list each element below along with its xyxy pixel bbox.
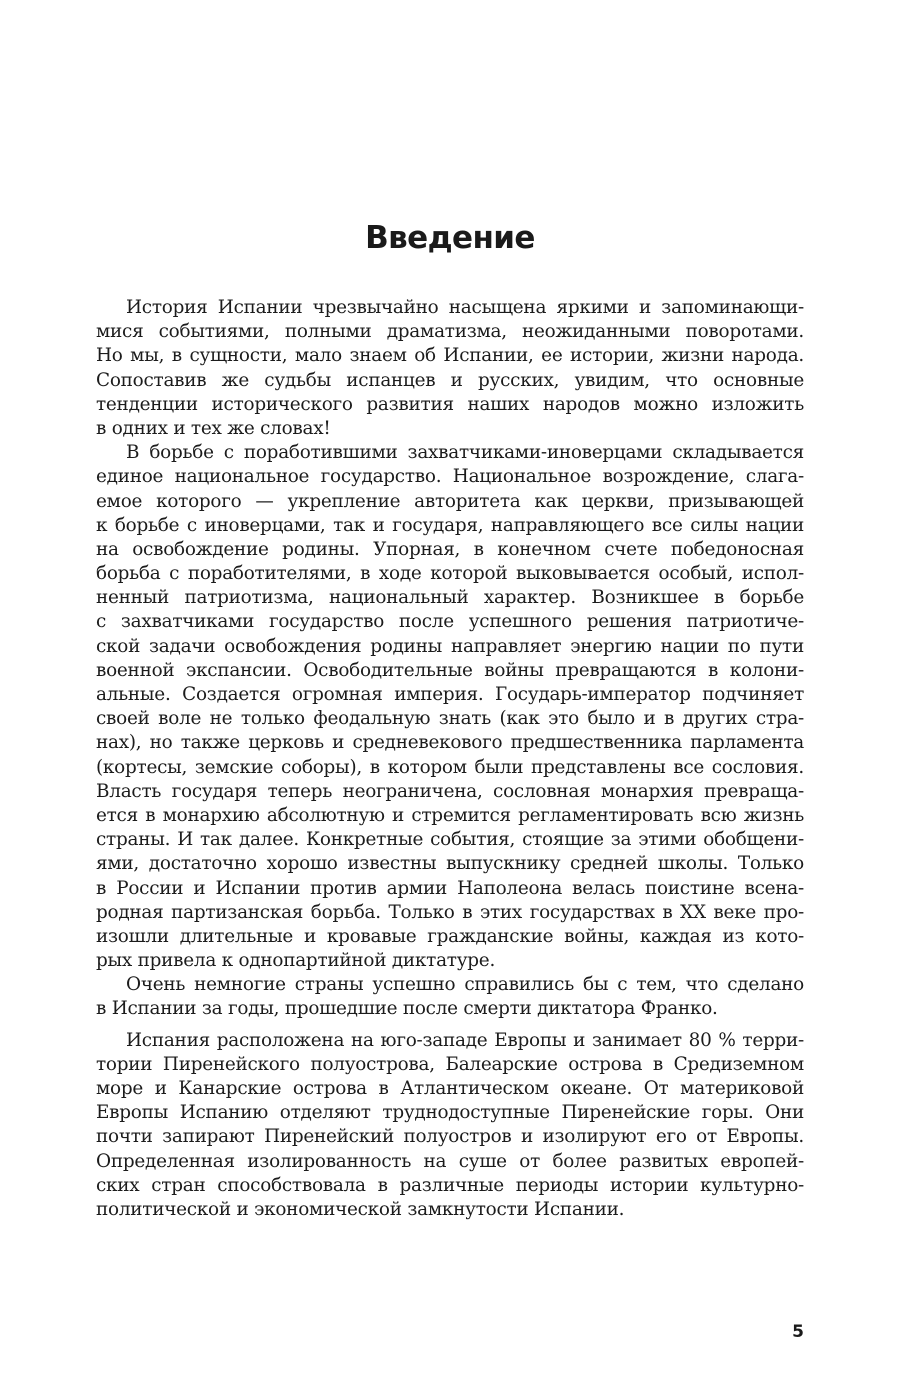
text-line: ями, достаточно хорошо известны выпускнику средней школы. Только xyxy=(96,853,804,875)
text-line: в Испании за годы, прошедшие после смерти диктатора Франко. xyxy=(96,998,718,1020)
text-line: ской задачи освобождения родины направляет энергию нации по пути xyxy=(96,635,804,657)
text-line: Европы Испанию отделяют труднодоступные Пиренейские горы. Они xyxy=(96,1102,804,1124)
text-line: к борьбе с иноверцами, так и государя, направляющего все силы нации xyxy=(96,514,804,536)
text-line: в одних и тех же словах! xyxy=(96,417,331,439)
text-line: на освобождение родины. Упорная, в конечном счете победоносная xyxy=(96,538,804,560)
text-line: тенденции исторического развития наших народов можно изложить xyxy=(96,393,804,415)
text-line: мися событиями, полными драматизма, неожиданными поворотами. xyxy=(96,321,804,343)
paragraph xyxy=(96,973,804,1021)
text-line: ских стран способствовала в различные периоды истории культурно- xyxy=(96,1174,804,1196)
text-line: емое которого — укрепление авторитета как церкви, призывающей xyxy=(96,490,804,512)
text-line: рых привела к однопартийной диктатуре. xyxy=(96,950,496,972)
text-line: своей воле не только феодальную знать (как это было и в других стра- xyxy=(96,708,804,730)
paragraph xyxy=(96,1029,804,1223)
text-line: с захватчиками государство после успешного решения патриотиче- xyxy=(96,611,804,633)
text-line: в России и Испании против армии Наполеона велась поистине всена- xyxy=(96,877,804,899)
text-line: ется в монархию абсолютную и стремится регламентировать всю жизнь xyxy=(96,804,804,826)
paragraph xyxy=(96,441,804,973)
page-number: 5 xyxy=(792,1322,804,1342)
text-line: История Испании чрезвычайно насыщена яркими и запоминающи- xyxy=(126,297,804,318)
text-line: Сопоставив же судьбы испанцев и русских, увидим, что основные xyxy=(96,369,804,391)
text-line: страны. И так далее. Конкретные события, стоящие за этими обобщени- xyxy=(96,829,804,851)
text-line: альные. Создается огромная империя. Государь-император подчиняет xyxy=(96,684,804,705)
text-line: тории Пиренейского полуострова, Балеарские острова в Средиземном xyxy=(96,1053,804,1075)
text-line: военной экспансии. Освободительные войны превращаются в колони- xyxy=(96,659,804,681)
text-line: ненный патриотизма, национальный характер. Возникшее в борьбе xyxy=(96,587,804,609)
paragraph xyxy=(96,296,804,441)
text-line: Испания расположена на юго-западе Европы и занимает 80 % терри- xyxy=(126,1029,804,1051)
text-line: единое национальное государство. Национальное возрождение, слага- xyxy=(96,466,804,488)
text-line: В борьбе с поработившими захватчиками-иноверцами складывается xyxy=(126,442,804,464)
text-line: (кортесы, земские соборы), в котором были представлены все сословия. xyxy=(96,756,804,778)
chapter-title: Введение xyxy=(365,220,535,256)
text-line: нах), но также церковь и средневекового предшественника парламента xyxy=(96,732,804,754)
text-line: Определенная изолированность на суше от более развитых европей- xyxy=(96,1150,804,1172)
text-line: Но мы, в сущности, мало знаем об Испании, ее истории, жизни народа. xyxy=(96,345,804,367)
text-line: изошли длительные и кровавые гражданские войны, каждая из кото- xyxy=(96,925,804,947)
text-line: Власть государя теперь неограничена, сословная монархия превраща- xyxy=(96,780,804,802)
text-line: родная партизанская борьба. Только в этих государствах в XX веке про- xyxy=(96,901,804,923)
text-line: Очень немногие страны успешно справились бы с тем, что сделано xyxy=(126,974,804,996)
text-line: борьба с поработителями, в ходе которой выковывается особый, испол- xyxy=(96,563,804,585)
text-line: море и Канарские острова в Атлантическом океане. От материковой xyxy=(96,1078,804,1099)
chapter-body xyxy=(96,296,804,1222)
text-line: политической и экономической замкнутости Испании. xyxy=(96,1198,625,1220)
paragraph-spacer xyxy=(96,1022,804,1029)
text-line: почти запирают Пиренейский полуостров и изолируют его от Европы. xyxy=(96,1126,804,1148)
